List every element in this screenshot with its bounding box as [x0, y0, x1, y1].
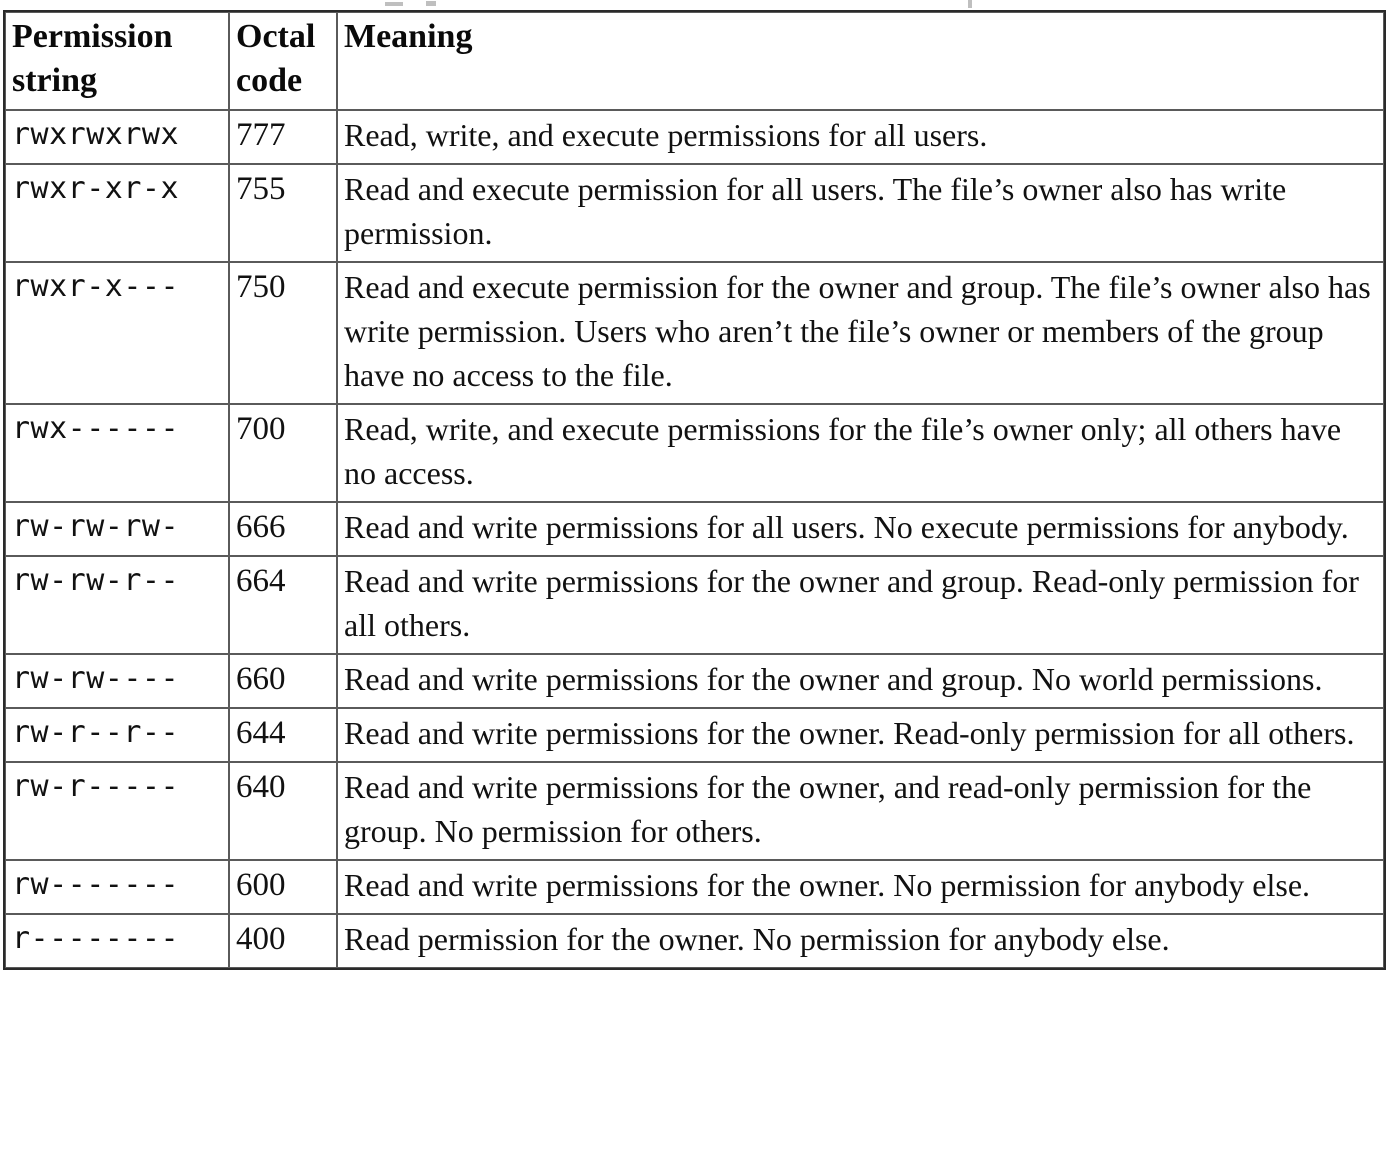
- column-header-permission-string: Permission string: [5, 12, 229, 110]
- permission-string-cell: rw-rw-rw-: [5, 502, 229, 556]
- table-row: [5, 164, 1384, 262]
- octal-code-cell: 666: [229, 502, 337, 556]
- meaning-cell: Read and write permissions for the owner and group. No world permissions.: [337, 654, 1384, 708]
- octal-code-cell: 600: [229, 860, 337, 914]
- meaning-cell: Read and write permissions for the owner. No permission for anybody else.: [337, 860, 1384, 914]
- table-row: [5, 654, 1384, 708]
- permissions-table: [3, 10, 1386, 970]
- column-header-octal-code: Octal code: [229, 12, 337, 110]
- meaning-cell: Read, write, and execute permissions for all users.: [337, 110, 1384, 164]
- octal-code-cell: 700: [229, 404, 337, 502]
- table-row: [5, 762, 1384, 860]
- octal-code-cell: 660: [229, 654, 337, 708]
- meaning-cell: Read and write permissions for the owner. Read-only permission for all others.: [337, 708, 1384, 762]
- table-row: [5, 708, 1384, 762]
- meaning-cell: Read and write permissions for the owner and group. Read-only permission for all others.: [337, 556, 1384, 654]
- octal-code-cell: 750: [229, 262, 337, 404]
- meaning-cell: Read, write, and execute permissions for the file’s owner only; all others have no access.: [337, 404, 1384, 502]
- table-header: [5, 12, 1384, 110]
- column-header-meaning: Meaning: [337, 12, 1384, 110]
- table-row: [5, 860, 1384, 914]
- table-row: [5, 556, 1384, 654]
- table-row: [5, 914, 1384, 968]
- permission-string-cell: rwx------: [5, 404, 229, 502]
- permission-string-cell: rw-r-----: [5, 762, 229, 860]
- cropped-text-remnant: [426, 1, 436, 6]
- meaning-cell: Read and execute permission for all users. The file’s owner also has write permission.: [337, 164, 1384, 262]
- octal-code-cell: 644: [229, 708, 337, 762]
- octal-code-cell: 400: [229, 914, 337, 968]
- meaning-cell: Read and write permissions for all users. No execute permissions for anybody.: [337, 502, 1384, 556]
- permission-string-cell: rwxr-x---: [5, 262, 229, 404]
- permission-string-cell: rw-rw----: [5, 654, 229, 708]
- table-row: [5, 262, 1384, 404]
- permission-string-cell: rwxr-xr-x: [5, 164, 229, 262]
- cropped-text-remnant: [385, 2, 403, 6]
- meaning-cell: Read and write permissions for the owner, and read-only permission for the group. No permission for others.: [337, 762, 1384, 860]
- permission-string-cell: rwxrwxrwx: [5, 110, 229, 164]
- meaning-cell: Read permission for the owner. No permission for anybody else.: [337, 914, 1384, 968]
- octal-code-cell: 777: [229, 110, 337, 164]
- meaning-cell: Read and execute permission for the owner and group. The file’s owner also has write permission. Users who aren’t the file’s owner or members of the group have no access to the file.: [337, 262, 1384, 404]
- header-row: [5, 12, 1384, 110]
- table-row: [5, 502, 1384, 556]
- permission-string-cell: rw-rw-r--: [5, 556, 229, 654]
- table-body: [5, 110, 1384, 968]
- table-row: [5, 404, 1384, 502]
- octal-code-cell: 755: [229, 164, 337, 262]
- table-row: [5, 110, 1384, 164]
- octal-code-cell: 640: [229, 762, 337, 860]
- octal-code-cell: 664: [229, 556, 337, 654]
- permission-string-cell: rw-------: [5, 860, 229, 914]
- cropped-text-remnant: [968, 0, 972, 8]
- permission-string-cell: rw-r--r--: [5, 708, 229, 762]
- permission-string-cell: r--------: [5, 914, 229, 968]
